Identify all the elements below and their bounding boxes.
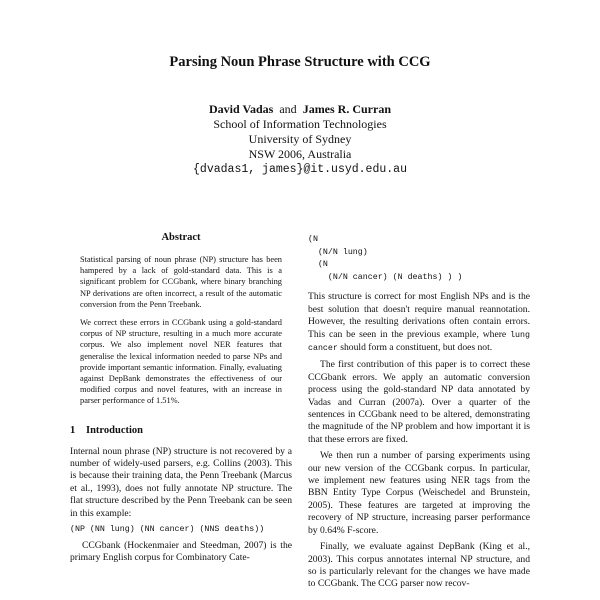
author-block [0,102,600,177]
authors-line [0,102,600,117]
author-2: James R. Curran [302,102,392,116]
right-p1-start: This structure is correct for most English NPs and is the best solution that doesn't require manual reannotation. However, the resulting derivations often contain errors. This can be seen in the previous example, where [308,291,530,340]
section-number: 1 [70,424,76,436]
intro-paragraph-2: CCGbank (Hockenmaier and Steedman, 2007) is the primary English corpus for Combinatory Cate- [70,540,292,564]
inline-code-lung-cancer: lung cancer [308,330,530,353]
address: NSW 2006, Australia [248,147,352,161]
intro-paragraph-1: Internal noun phrase (NP) structure is not recovered by a number of widely-used parsers, e.g. Collins (2003). This is because their training data, the Penn Treebank (Marcus et al., 1993), does not fully annotate NP structure. The flat structure described by the Penn Treebank can be seen in this example: [70,445,292,519]
section-title: Introduction [86,424,143,436]
paper-title [0,54,600,71]
right-paragraph-1 [308,291,530,355]
right-paragraph-3: We then run a number of parsing experiments using our new version of the CCGbank corpus. In particular, we implement new features using NER tags from the BBN Entity Type Corpus (Weischedel and Brunstein, 2005). These features are targeted at improving the recovery of NP structure, increasing parser performance by 0.64% F-score. [308,450,530,536]
author-and: and [279,102,297,116]
section-heading-introduction [70,425,292,436]
title-ccg: CCG [398,54,431,70]
abstract-heading: Abstract [161,232,201,243]
abstract-paragraph-2: We correct these errors in CCGbank using a gold-standard corpus of NP structure, resulting in a much more accurate corpus. We also implement novel NER features that generalise the lexical information needed to parse NPs and provide important semantic information. Finally, evaluating against DepBank demonstrates the effectiveness of our modified corpus and novel features, with an increase in parser performance of 1.51%. [80,318,282,406]
np-example-code: (NP (NN lung) (NN cancer) (NNS deaths)) [70,525,265,535]
affiliation: School of Information Technologies [213,117,387,131]
right-paragraph-2: The first contribution of this paper is to correct these CCGbank errors. We apply an automatic conversion process using the gold-standard NP data annotated by Vadas and Curran (2007a). Over a quarter of the sentences in CCGbank need to be altered, demonstrating the magnitude of the NP problem and how important it is that these errors are fixed. [308,359,530,445]
ccg-derivation-code: (N (N/N lung) (N (N/N cancer) (N deaths) ) ) [308,235,463,282]
abstract-paragraph-1: Statistical parsing of noun phrase (NP) structure has been hampered by a lack of gold-standard data. This is a significant problem for CCGbank, where binary branching NP derivations are often incorrect, a result of the automatic conversion from the Penn Treebank. [80,255,282,309]
university: University of Sydney [248,132,352,146]
title-main: Parsing Noun Phrase Structure with [169,54,399,70]
right-column [308,234,530,595]
right-p1-end: should form a constituent, but does not. [337,342,493,353]
right-paragraph-4: Finally, we evaluate against DepBank (King et al., 2003). This corpus annotates internal NP structure, and so is particularly relevant for the changes we have made to CCGbank. The CCG parser now recov- [308,541,530,590]
email: {dvadas1, james}@it.usyd.edu.au [193,163,407,176]
left-column [70,232,292,569]
author-1: David Vadas [208,102,274,116]
